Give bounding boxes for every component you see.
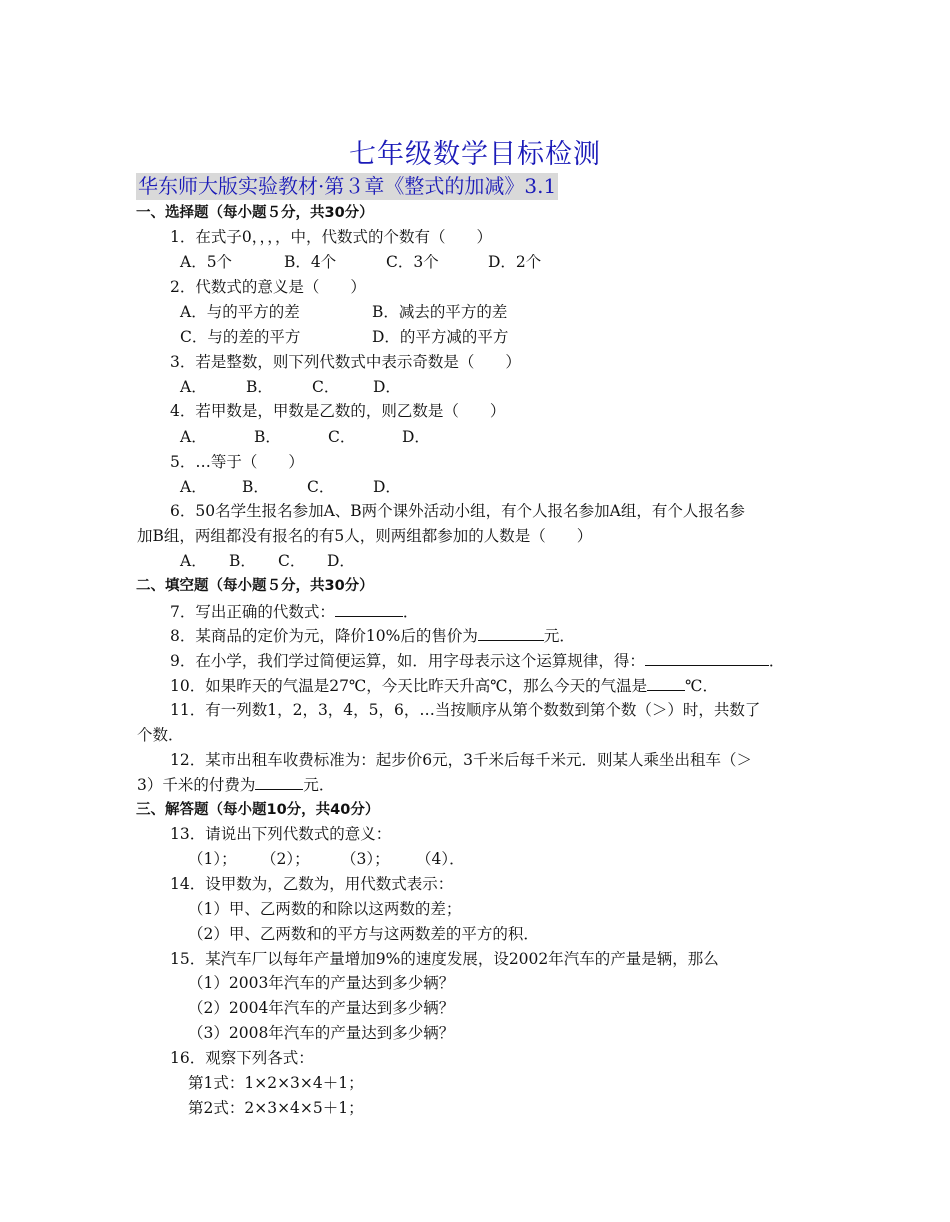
question-9	[170, 650, 784, 671]
question-13-parts	[188, 849, 465, 869]
answer-blank	[478, 625, 544, 641]
question-tail: ．	[768, 652, 785, 670]
option-a: A．	[180, 478, 207, 496]
option-b: B．	[254, 428, 281, 446]
option-c: C．3个	[386, 253, 439, 271]
question-14-part1: （1）甲、乙两数的和除以这两数的差；	[188, 900, 462, 918]
answer-blank	[255, 774, 303, 790]
question-6-line1: 6．50名学生报名参加A、B两个课外活动小组，有个人报名参加A组，有个人报名参	[170, 502, 745, 520]
option-d: D．	[402, 428, 430, 446]
option-c: C．	[307, 478, 335, 496]
section-heading-choice: 一、选择题（每小题５分，共30分）	[136, 205, 374, 221]
option-a: A．5个	[180, 253, 233, 271]
question-15: 15．某汽车厂以每年产量增加9%的速度发展，设2002年汽车的产量是辆，那么	[170, 950, 719, 968]
question-text: 7．写出正确的代数式：	[170, 603, 335, 621]
answer-blank	[645, 650, 769, 666]
option-b: B．	[229, 552, 256, 570]
option-c: C．	[312, 378, 340, 396]
option-a: A．	[180, 552, 207, 570]
question-6-line2: 加B组，两组都没有报名的有5人，则两组都参加的人数是（ ）	[137, 527, 593, 545]
option-d: D．	[373, 378, 401, 396]
part-1: （1）；	[188, 850, 237, 868]
question-tail: 元．	[303, 776, 335, 794]
question-2-options-row1	[180, 302, 507, 322]
question-15-part2: （2）2004年汽车的产量达到多少辆？	[188, 999, 455, 1017]
question-11-line2: 个数．	[137, 726, 184, 744]
question-5: 5．…等于（ ）	[170, 453, 304, 471]
question-text: 10．如果昨天的气温是27℃，今天比昨天升高℃，那么今天的气温是	[170, 677, 648, 695]
option-c: C．与的差的平方	[180, 328, 301, 346]
question-7	[170, 601, 418, 622]
question-15-part3: （3）2008年汽车的产量达到多少辆？	[188, 1024, 455, 1042]
page-title: 七年级数学目标检测	[349, 139, 601, 170]
option-a: A．与的平方的差	[180, 303, 300, 321]
question-14-part2: （2）甲、乙两数和的平方与这两数差的平方的积．	[188, 925, 539, 943]
page-subtitle: 华东师大版实验教材·第３章《整式的加减》3.1	[138, 174, 557, 198]
option-a: A．	[180, 428, 207, 446]
question-1: 1．在式子0，，，，中，代数式的个数有（ ）	[170, 228, 492, 246]
question-3-options	[180, 377, 401, 397]
part-4: （4）．	[416, 850, 465, 868]
option-d: D．	[327, 552, 355, 570]
answer-blank	[647, 675, 685, 691]
option-d: D．的平方减的平方	[372, 328, 509, 346]
option-c: C．	[278, 552, 306, 570]
question-10	[170, 675, 718, 696]
question-text: 3）千米的付费为	[137, 776, 256, 794]
question-tail: ．	[402, 603, 419, 621]
question-tail: 元．	[543, 627, 575, 645]
option-b: B．减去的平方的差	[372, 303, 508, 321]
option-b: B．	[246, 378, 273, 396]
question-14: 14．设甲数为，乙数为，用代数式表示：	[170, 875, 454, 893]
question-2-options-row2	[180, 327, 508, 347]
question-tail: ℃．	[685, 677, 718, 695]
question-12-line2	[137, 774, 334, 795]
option-c: C．	[328, 428, 356, 446]
option-b: B．4个	[284, 253, 337, 271]
option-d: D．2个	[488, 253, 542, 271]
question-16-line1: 第1式：1×2×3×4＋1；	[188, 1074, 364, 1092]
question-15-part1: （1）2003年汽车的产量达到多少辆？	[188, 974, 455, 992]
option-b: B．	[242, 478, 269, 496]
answer-blank	[335, 601, 403, 617]
question-8	[170, 625, 575, 646]
option-a: A．	[180, 378, 207, 396]
question-11-line1: 11．有一列数1，2，3，4，5，6，…当按顺序从第个数数到第个数（＞）时，共数了	[170, 701, 761, 719]
question-2: 2．代数式的意义是（ ）	[170, 278, 366, 296]
part-2: （2）；	[261, 850, 310, 868]
question-6-options	[180, 551, 355, 571]
question-text: 8．某商品的定价为元，降价10%后的售价为	[170, 627, 478, 645]
section-heading-fill: 二、填空题（每小题５分，共30分）	[136, 578, 374, 594]
option-d: D．	[373, 478, 401, 496]
question-4: 4．若甲数是，甲数是乙数的，则乙数是（ ）	[170, 402, 506, 420]
question-1-options	[180, 252, 541, 272]
question-16: 16．观察下列各式：	[170, 1049, 314, 1067]
question-4-options	[180, 427, 430, 447]
section-heading-solve: 三、解答题（每小题10分，共40分）	[136, 802, 380, 818]
question-12-line1: 12．某市出租车收费标准为：起步价6元，3千米后每千米元．则某人乘坐出租车（＞	[170, 751, 752, 769]
part-3: （3）；	[341, 850, 390, 868]
question-13: 13．请说出下列代数式的意义：	[170, 825, 392, 843]
question-3: 3．若是整数，则下列代数式中表示奇数是（ ）	[170, 353, 521, 371]
question-text: 9．在小学，我们学过简便运算，如．用字母表示这个运算规律，得：	[170, 652, 645, 670]
question-5-options	[180, 477, 401, 497]
question-16-line2: 第2式：2×3×4×5＋1；	[188, 1099, 364, 1117]
